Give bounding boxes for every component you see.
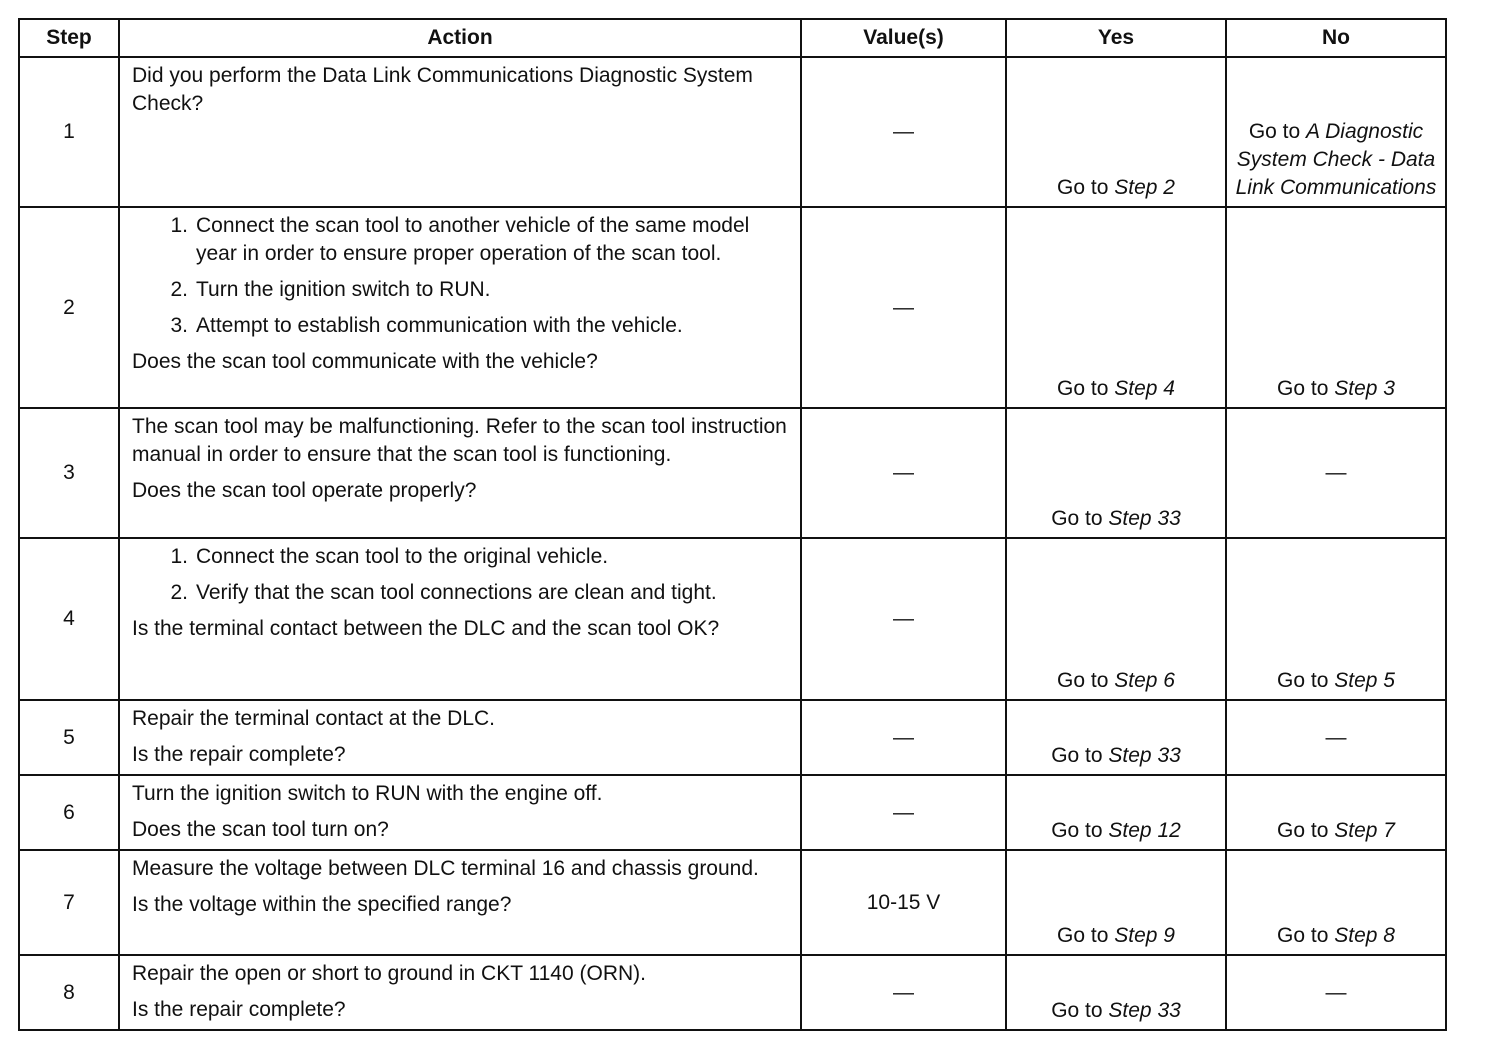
- value-cell: —: [801, 775, 1006, 850]
- list-number: 2.: [170, 278, 188, 301]
- goto-target: Step 9: [1114, 924, 1175, 947]
- goto-prefix: Go to: [1277, 924, 1329, 947]
- action-text: Measure the voltage between DLC terminal 16 and chassis ground.: [132, 857, 759, 880]
- value-cell: —: [801, 955, 1006, 1030]
- step-number: 3: [19, 408, 119, 538]
- diagnostic-table: [18, 18, 1447, 1031]
- action-text: Repair the terminal contact at the DLC.: [132, 707, 496, 730]
- value-cell: —: [801, 408, 1006, 538]
- list-number: 2.: [170, 581, 188, 604]
- goto-target: A Diagnostic System Check - Data Link Communications: [1235, 120, 1437, 199]
- header-step: Step: [19, 19, 119, 57]
- action-cell: [119, 775, 801, 850]
- value-cell: —: [801, 207, 1006, 408]
- dash: —: [1325, 980, 1347, 1004]
- yes-cell: [1006, 955, 1226, 1030]
- dash: —: [1325, 461, 1347, 484]
- goto-prefix: Go to: [1051, 507, 1103, 530]
- table-row: [19, 538, 1446, 700]
- goto-target: Step 5: [1334, 669, 1395, 692]
- action-text: Does the scan tool turn on?: [132, 818, 389, 841]
- goto-target: Step 6: [1114, 669, 1175, 692]
- goto-prefix: Go to: [1248, 120, 1301, 143]
- value-cell: —: [801, 57, 1006, 207]
- list-text: Connect the scan tool to another vehicle of the same model year in order to ensure proper operation of the scan tool.: [196, 214, 750, 265]
- yes-cell: [1006, 57, 1226, 207]
- action-cell: [119, 408, 801, 538]
- no-cell: [1226, 850, 1446, 955]
- action-text: Is the terminal contact between the DLC and the scan tool OK?: [132, 617, 720, 640]
- action-list-item: [132, 543, 790, 571]
- action-text: Is the repair complete?: [132, 998, 346, 1021]
- list-number: 1.: [170, 214, 188, 237]
- header-yes: Yes: [1006, 19, 1226, 57]
- no-cell: [1226, 775, 1446, 850]
- yes-cell: [1006, 408, 1226, 538]
- header-values: Value(s): [801, 19, 1006, 57]
- action-list-item: [132, 312, 790, 340]
- goto-prefix: Go to: [1051, 744, 1103, 767]
- no-cell: [1226, 57, 1446, 207]
- header-row: [19, 19, 1446, 57]
- goto-target: Step 12: [1108, 819, 1181, 842]
- step-number: 4: [19, 538, 119, 700]
- goto-prefix: Go to: [1277, 377, 1329, 400]
- no-cell: [1226, 538, 1446, 700]
- goto-prefix: Go to: [1051, 999, 1103, 1022]
- dash: —: [1325, 725, 1347, 749]
- no-cell: [1226, 700, 1446, 775]
- yes-cell: [1006, 775, 1226, 850]
- step-number: 1: [19, 57, 119, 207]
- list-number: 1.: [170, 545, 188, 568]
- action-text: Turn the ignition switch to RUN with the engine off.: [132, 782, 603, 805]
- action-list-item: [132, 212, 790, 268]
- goto-target: Step 33: [1108, 744, 1181, 767]
- table-row: [19, 207, 1446, 408]
- goto-target: Step 33: [1108, 507, 1181, 530]
- goto-prefix: Go to: [1057, 377, 1109, 400]
- action-text: Does the scan tool communicate with the vehicle?: [132, 350, 598, 373]
- yes-cell: [1006, 850, 1226, 955]
- action-list-item: [132, 579, 790, 607]
- action-text: Did you perform the Data Link Communications Diagnostic System Check?: [132, 64, 753, 115]
- header-no: No: [1226, 19, 1446, 57]
- table-row: [19, 700, 1446, 775]
- goto-prefix: Go to: [1051, 819, 1103, 842]
- step-number: 8: [19, 955, 119, 1030]
- list-text: Attempt to establish communication with the vehicle.: [196, 314, 683, 337]
- table-row: [19, 850, 1446, 955]
- list-number: 3.: [170, 314, 188, 337]
- action-text: Repair the open or short to ground in CKT 1140 (ORN).: [132, 962, 646, 985]
- value-cell: —: [801, 538, 1006, 700]
- value-cell: 10-15 V: [801, 850, 1006, 955]
- goto-target: Step 2: [1114, 176, 1175, 199]
- goto-target: Step 8: [1334, 924, 1395, 947]
- action-text: Is the voltage within the specified range?: [132, 893, 512, 916]
- action-text: Does the scan tool operate properly?: [132, 479, 477, 502]
- action-text: The scan tool may be malfunctioning. Refer to the scan tool instruction manual in order to ensure that the scan tool is functioning.: [132, 415, 787, 466]
- no-cell: [1226, 955, 1446, 1030]
- goto-target: Step 33: [1108, 999, 1181, 1022]
- action-list-item: [132, 276, 790, 304]
- value-cell: —: [801, 700, 1006, 775]
- goto-prefix: Go to: [1277, 819, 1329, 842]
- table-row: [19, 57, 1446, 207]
- goto-target: Step 3: [1334, 377, 1395, 400]
- goto-prefix: Go to: [1057, 924, 1109, 947]
- no-cell: [1226, 408, 1446, 538]
- table-row: [19, 408, 1446, 538]
- list-text: Turn the ignition switch to RUN.: [196, 278, 491, 301]
- action-cell: [119, 57, 801, 207]
- table-row: [19, 955, 1446, 1030]
- action-cell: [119, 850, 801, 955]
- yes-cell: [1006, 700, 1226, 775]
- action-text: Is the repair complete?: [132, 743, 346, 766]
- action-cell: [119, 700, 801, 775]
- goto-target: Step 4: [1114, 377, 1175, 400]
- action-cell: [119, 955, 801, 1030]
- header-action: Action: [119, 19, 801, 57]
- step-number: 5: [19, 700, 119, 775]
- table-row: [19, 775, 1446, 850]
- list-text: Connect the scan tool to the original vehicle.: [196, 545, 609, 568]
- step-number: 7: [19, 850, 119, 955]
- action-cell: [119, 538, 801, 700]
- goto-prefix: Go to: [1057, 669, 1109, 692]
- goto-target: Step 7: [1334, 819, 1395, 842]
- goto-prefix: Go to: [1277, 669, 1329, 692]
- action-cell: [119, 207, 801, 408]
- no-cell: [1226, 207, 1446, 408]
- step-number: 2: [19, 207, 119, 408]
- goto-prefix: Go to: [1057, 176, 1109, 199]
- list-text: Verify that the scan tool connections are clean and tight.: [196, 581, 717, 604]
- yes-cell: [1006, 538, 1226, 700]
- yes-cell: [1006, 207, 1226, 408]
- step-number: 6: [19, 775, 119, 850]
